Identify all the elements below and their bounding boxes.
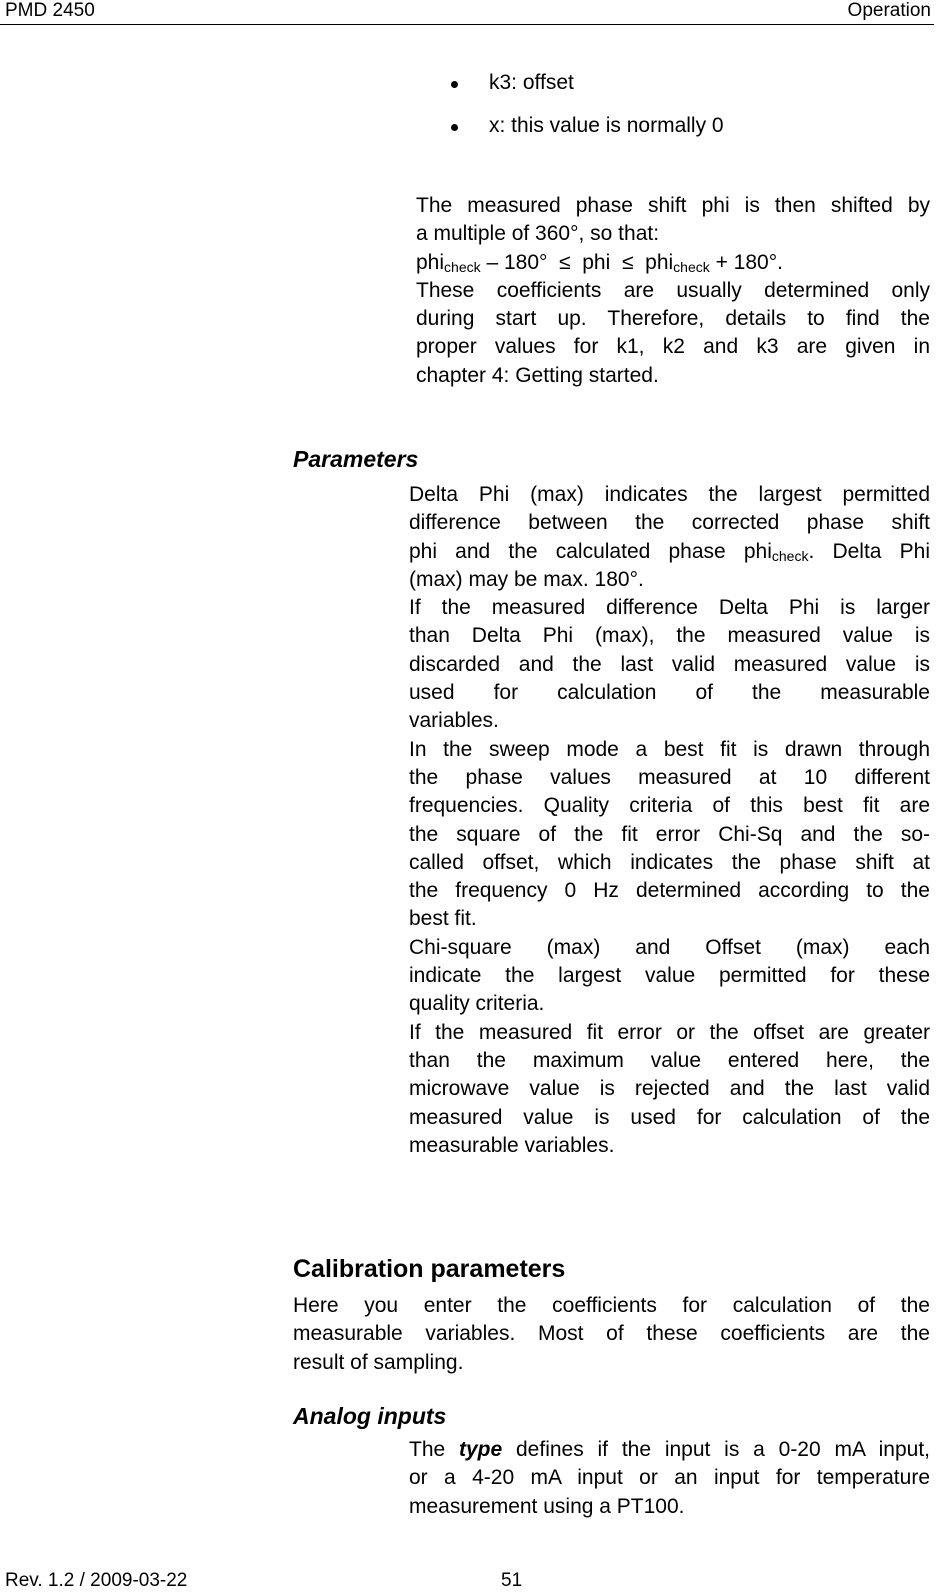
- text-line: the square of the fit error Chi-Sq and the so-: [409, 822, 930, 846]
- header-divider: [0, 24, 934, 25]
- bullet-text: k3: offset: [489, 71, 574, 94]
- text-line: difference between the corrected phase shift: [409, 511, 930, 535]
- text-line: result of sampling.: [293, 1350, 464, 1374]
- header-section-title: Operation: [847, 0, 931, 21]
- bullet-text: x: this value is normally 0: [489, 114, 724, 137]
- text-line: measurable variables. Most of these coefficients are the: [293, 1322, 930, 1346]
- bullet-dot-icon: [451, 124, 458, 131]
- text-line: Here you enter the coefficients for calculation of the: [293, 1294, 930, 1317]
- text-line: quality criteria.: [409, 992, 545, 1016]
- text-line: used for calculation of the measurable: [409, 681, 930, 705]
- text-line: called offset, which indicates the phase shift at: [409, 850, 930, 874]
- text-line: a multiple of 360°, so that:: [416, 222, 660, 246]
- text-line: the frequency 0 Hz determined according to the: [409, 879, 930, 903]
- parameters-body: [409, 481, 930, 1160]
- phase-inequality: phi$_{check}$ – 180° ≤ phi ≤ phi$_{check}$ + 180°.: [416, 250, 783, 275]
- analog-inputs-heading: Analog inputs: [293, 1403, 447, 1429]
- text-line: than Delta Phi (max), the measured value is: [409, 624, 930, 648]
- text-line: Delta Phi (max) indicates the largest permitted: [409, 483, 930, 506]
- type-term: type: [459, 1438, 503, 1461]
- text-line: The measured phase shift phi is then shifted by: [416, 194, 930, 217]
- parameters-heading: Parameters: [293, 446, 419, 472]
- text-line: If the measured difference Delta Phi is larger: [409, 596, 930, 620]
- text-line: than the maximum value entered here, the: [409, 1048, 930, 1072]
- text-line: Chi-square (max) and Offset (max) each: [409, 935, 930, 959]
- calibration-heading: Calibration parameters: [293, 1255, 566, 1283]
- text-line: discarded and the last valid measured value is: [409, 652, 930, 676]
- text-line: The type defines if the input is a 0-20 mA input,: [409, 1438, 930, 1461]
- header-doc-title: PMD 2450: [5, 0, 95, 21]
- text-line: during start up. Therefore, details to find the: [416, 307, 930, 331]
- text-line: microwave value is rejected and the last valid: [409, 1077, 930, 1101]
- footer-page-number: 51: [501, 1570, 523, 1591]
- text-line: the phase values measured at 10 different: [409, 765, 930, 789]
- text-line: best fit.: [409, 907, 477, 931]
- footer-revision: Rev. 1.2 / 2009-03-22: [5, 1570, 188, 1591]
- text-line: measurement using a PT100.: [409, 1494, 685, 1518]
- text-line: indicate the largest value permitted for these: [409, 964, 930, 988]
- bullet-item: [489, 70, 574, 96]
- text-line: These coefficients are usually determined only: [416, 278, 930, 302]
- text-line: chapter 4: Getting started.: [416, 363, 659, 387]
- text-line: variables.: [409, 709, 499, 733]
- text-line: or a 4-20 mA input or an input for temperature: [409, 1466, 930, 1490]
- bullet-item: [489, 113, 724, 139]
- text-line: frequencies. Quality criteria of this best fit are: [409, 794, 930, 818]
- text-line: phi and the calculated phase phi$_{check}$. Delta Phi: [409, 539, 930, 564]
- text-line: If the measured fit error or the offset are greater: [409, 1020, 930, 1044]
- text-line: measured value is used for calculation of the: [409, 1105, 930, 1129]
- text-line: proper values for k1, k2 and k3 are given in: [416, 335, 930, 359]
- text-line: In the sweep mode a best fit is drawn through: [409, 737, 930, 761]
- calibration-body: [293, 1292, 930, 1377]
- text-line: measurable variables.: [409, 1133, 615, 1157]
- bullet-dot-icon: [451, 81, 458, 88]
- analog-inputs-body: [409, 1436, 930, 1521]
- text-line: (max) may be max. 180°.: [409, 567, 644, 591]
- phase-paragraph: [416, 192, 930, 390]
